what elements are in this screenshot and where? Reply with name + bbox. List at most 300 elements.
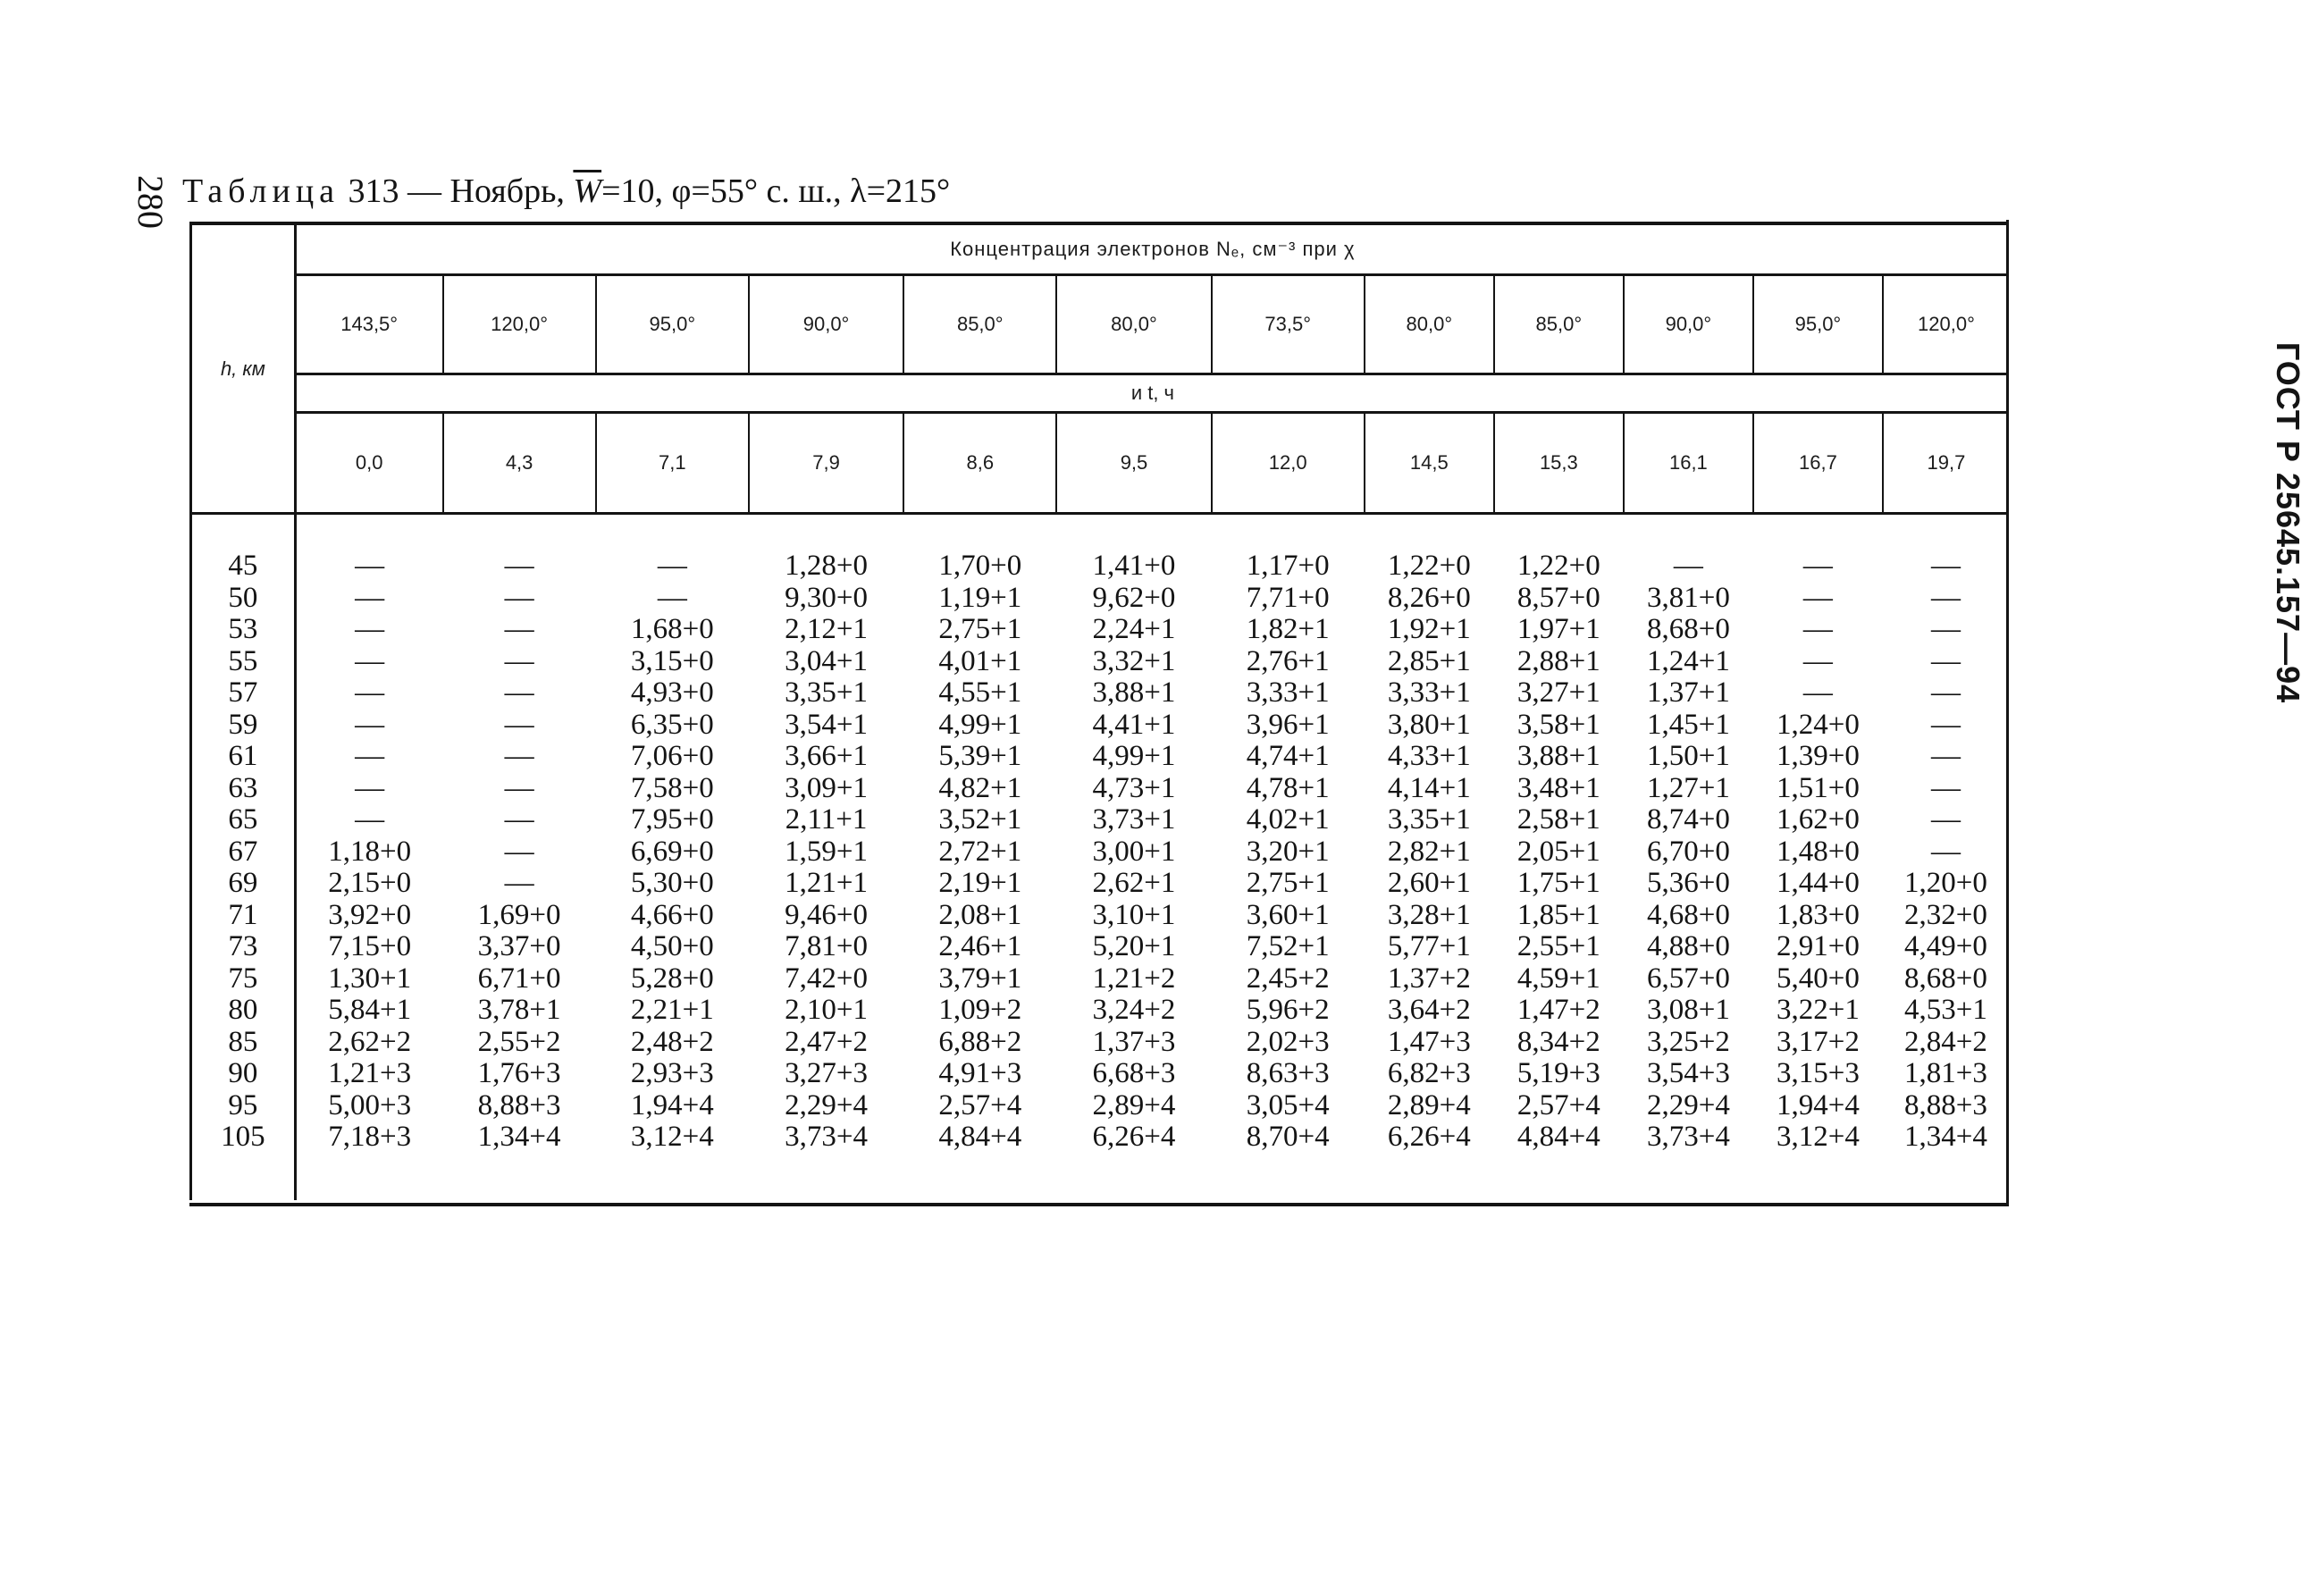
concentration-value: 3,81+0 <box>1646 581 1730 614</box>
page-number: 280 <box>130 175 171 229</box>
concentration-value: — <box>504 613 534 645</box>
concentration-value: 4,33+1 <box>1387 740 1471 772</box>
concentration-value: — <box>1930 613 1961 645</box>
concentration-value: 2,15+0 <box>328 867 412 899</box>
height-value: 80 <box>191 995 296 1027</box>
table-row <box>191 741 2010 773</box>
table-row <box>191 836 2010 869</box>
table-right-rule <box>2006 220 2009 1205</box>
concentration-value: 1,94+4 <box>1776 1088 1860 1121</box>
concentration-value: 1,27+1 <box>1646 771 1730 804</box>
concentration-value: 3,64+2 <box>1387 994 1471 1026</box>
concentration-value: 2,45+2 <box>1246 962 1330 995</box>
concentration-value: 1,21+3 <box>328 1057 412 1089</box>
concentration-value: 6,82+3 <box>1387 1057 1471 1089</box>
table-row <box>191 1058 2010 1090</box>
concentration-value: 8,34+2 <box>1516 1025 1600 1058</box>
angle-header-cell: 80,0° <box>1056 275 1211 374</box>
concentration-value: 3,48+1 <box>1516 771 1600 804</box>
concentration-value: 6,88+2 <box>938 1025 1022 1058</box>
concentration-value: 4,91+3 <box>938 1057 1022 1089</box>
concentration-value: 3,88+1 <box>1516 740 1600 772</box>
concentration-value: 6,68+3 <box>1092 1057 1176 1089</box>
time-header-cell: 19,7 <box>1883 413 2009 514</box>
concentration-value: 3,33+1 <box>1387 676 1471 709</box>
concentration-value: 2,60+1 <box>1387 867 1471 899</box>
concentration-value: — <box>1802 676 1833 709</box>
concentration-value: 8,88+3 <box>1904 1088 1987 1121</box>
concentration-value: 3,09+1 <box>785 771 868 804</box>
concentration-value: 3,66+1 <box>785 740 868 772</box>
table-row <box>191 710 2010 742</box>
concentration-value: — <box>1930 644 1961 677</box>
concentration-value: 7,52+1 <box>1246 930 1330 962</box>
concentration-value: 3,17+2 <box>1776 1025 1860 1058</box>
concentration-value: 1,97+1 <box>1516 613 1600 645</box>
table-row <box>191 963 2010 995</box>
height-value: 69 <box>191 868 296 900</box>
header-row-times <box>191 413 2010 514</box>
concentration-value: 3,33+1 <box>1246 676 1330 709</box>
time-header-cell: 7,9 <box>749 413 903 514</box>
concentration-value: 2,58+1 <box>1516 803 1600 836</box>
time-header: и t, ч <box>295 374 2009 413</box>
concentration-value: 4,93+0 <box>630 676 714 709</box>
concentration-value: 2,84+2 <box>1904 1025 1987 1058</box>
concentration-value: 1,45+1 <box>1646 708 1730 741</box>
concentration-value: 6,69+0 <box>630 835 714 868</box>
concentration-value: — <box>504 771 534 804</box>
concentration-value: 4,41+1 <box>1092 708 1176 741</box>
height-value: 65 <box>191 804 296 836</box>
table-row <box>191 583 2010 615</box>
concentration-value: 1,34+4 <box>477 1121 561 1153</box>
concentration-value: 1,22+0 <box>1516 550 1600 582</box>
table-body <box>191 514 2010 1200</box>
concentration-value: — <box>504 550 534 582</box>
concentration-value: 3,73+1 <box>1092 803 1176 836</box>
height-value: 71 <box>191 900 296 932</box>
concentration-value: 6,26+4 <box>1387 1121 1471 1153</box>
concentration-value: 7,71+0 <box>1246 581 1330 614</box>
concentration-value: 2,21+1 <box>630 994 714 1026</box>
concentration-value: 2,93+3 <box>630 1057 714 1089</box>
concentration-value: 3,35+1 <box>785 676 868 709</box>
concentration-value: 3,15+0 <box>630 644 714 677</box>
concentration-value: 1,21+1 <box>785 867 868 899</box>
concentration-value: 1,41+0 <box>1092 550 1176 582</box>
angle-header-cell: 85,0° <box>903 275 1056 374</box>
concentration-value: — <box>657 550 687 582</box>
concentration-value: 7,81+0 <box>785 930 868 962</box>
concentration-value: 3,60+1 <box>1246 898 1330 931</box>
concentration-value: — <box>1930 676 1961 709</box>
concentration-value: 9,62+0 <box>1092 581 1176 614</box>
concentration-value: 1,30+1 <box>328 962 412 995</box>
concentration-value: 3,20+1 <box>1246 835 1330 868</box>
concentration-value: 3,28+1 <box>1387 898 1471 931</box>
table-row <box>191 931 2010 963</box>
concentration-value: 1,37+2 <box>1387 962 1471 995</box>
concentration-value: 3,88+1 <box>1092 676 1176 709</box>
concentration-value: — <box>504 676 534 709</box>
concentration-value: — <box>1930 708 1961 741</box>
concentration-value: 1,22+0 <box>1387 550 1471 582</box>
concentration-value: 4,68+0 <box>1646 898 1730 931</box>
concentration-value: 3,25+2 <box>1646 1025 1730 1058</box>
concentration-value: 3,58+1 <box>1516 708 1600 741</box>
concentration-value: — <box>355 676 385 709</box>
concentration-value: 2,10+1 <box>785 994 868 1026</box>
concentration-value: 1,20+0 <box>1904 867 1987 899</box>
concentration-value: 2,29+4 <box>1646 1088 1730 1121</box>
time-header-cell: 8,6 <box>903 413 1056 514</box>
concentration-value: 5,00+3 <box>328 1088 412 1121</box>
concentration-value: 4,84+4 <box>938 1121 1022 1153</box>
concentration-value: — <box>504 581 534 614</box>
concentration-value: 3,54+1 <box>785 708 868 741</box>
angle-header-cell: 95,0° <box>596 275 749 374</box>
header-row-angles <box>191 275 2010 374</box>
concentration-value: — <box>1930 771 1961 804</box>
concentration-value: 2,48+2 <box>630 1025 714 1058</box>
concentration-value: 5,28+0 <box>630 962 714 995</box>
concentration-value: — <box>504 835 534 868</box>
concentration-value: 4,59+1 <box>1516 962 1600 995</box>
concentration-value: 3,54+3 <box>1646 1057 1730 1089</box>
concentration-value: 3,79+1 <box>938 962 1022 995</box>
table-row <box>191 1090 2010 1122</box>
concentration-value: 2,85+1 <box>1387 644 1471 677</box>
concentration-value: 8,88+3 <box>477 1088 561 1121</box>
concentration-value: 2,02+3 <box>1246 1025 1330 1058</box>
concentration-value: 1,09+2 <box>938 994 1022 1026</box>
concentration-value: 3,32+1 <box>1092 644 1176 677</box>
concentration-value: 1,68+0 <box>630 613 714 645</box>
height-value: 53 <box>191 614 296 646</box>
height-value: 85 <box>191 1027 296 1059</box>
concentration-value: 2,46+1 <box>938 930 1022 962</box>
concentration-value: 1,69+0 <box>477 898 561 931</box>
concentration-value: 4,84+4 <box>1516 1121 1600 1153</box>
angle-header-cell: 90,0° <box>749 275 903 374</box>
concentration-value: 2,08+1 <box>938 898 1022 931</box>
concentration-value: 2,24+1 <box>1092 613 1176 645</box>
concentration-value: 2,89+4 <box>1092 1088 1176 1121</box>
height-column-header: h, км <box>191 223 296 514</box>
concentration-value: 3,08+1 <box>1646 994 1730 1026</box>
time-header-cell: 0,0 <box>295 413 442 514</box>
concentration-value: 2,55+1 <box>1516 930 1600 962</box>
caption-params: =10, φ=55° с. ш., λ=215° <box>601 172 951 210</box>
concentration-value: 3,12+4 <box>630 1121 714 1153</box>
concentration-value: 4,55+1 <box>938 676 1022 709</box>
electron-concentration-table-container <box>189 222 2009 1200</box>
time-header-cell: 9,5 <box>1056 413 1211 514</box>
angle-header-cell: 90,0° <box>1624 275 1753 374</box>
table-row <box>191 868 2010 900</box>
concentration-value: — <box>355 550 385 582</box>
concentration-value: 9,46+0 <box>785 898 868 931</box>
concentration-value: — <box>504 644 534 677</box>
concentration-value: 5,96+2 <box>1246 994 1330 1026</box>
concentration-value: — <box>355 613 385 645</box>
concentration-value: 2,47+2 <box>785 1025 868 1058</box>
concentration-value: 3,92+0 <box>328 898 412 931</box>
concentration-value: 5,84+1 <box>328 994 412 1026</box>
concentration-value: 1,44+0 <box>1776 867 1860 899</box>
concentration-value: — <box>1930 835 1961 868</box>
time-header-cell: 7,1 <box>596 413 749 514</box>
concentration-value: 1,94+4 <box>630 1088 714 1121</box>
concentration-value: 6,35+0 <box>630 708 714 741</box>
concentration-value: 3,27+1 <box>1516 676 1600 709</box>
concentration-value: 4,78+1 <box>1246 771 1330 804</box>
concentration-value: 3,12+4 <box>1776 1121 1860 1153</box>
height-value: 55 <box>191 646 296 678</box>
concentration-value: — <box>1802 613 1833 645</box>
concentration-value: 2,55+2 <box>477 1025 561 1058</box>
concentration-value: 3,15+3 <box>1776 1057 1860 1089</box>
concentration-value: 2,12+1 <box>785 613 868 645</box>
height-value: 57 <box>191 677 296 710</box>
concentration-value: 4,88+0 <box>1646 930 1730 962</box>
concentration-value: — <box>355 708 385 741</box>
concentration-value: 2,75+1 <box>1246 867 1330 899</box>
concentration-value: 1,92+1 <box>1387 613 1471 645</box>
gost-standard-code: ГОСТ Р 25645.157—94 <box>2270 341 2306 704</box>
concentration-value: 2,57+4 <box>938 1088 1022 1121</box>
concentration-value: — <box>355 644 385 677</box>
concentration-value: 8,74+0 <box>1646 803 1730 836</box>
concentration-value: 3,73+4 <box>1646 1121 1730 1153</box>
concentration-value: 8,26+0 <box>1387 581 1471 614</box>
table-caption <box>182 170 950 213</box>
height-value: 90 <box>191 1058 296 1090</box>
table-bottom-spacer <box>191 1154 2010 1200</box>
concentration-value: 3,22+1 <box>1776 994 1860 1026</box>
concentration-value: 6,57+0 <box>1646 962 1730 995</box>
concentration-value: 3,78+1 <box>477 994 561 1026</box>
concentration-value: 5,40+0 <box>1776 962 1860 995</box>
concentration-value: 4,14+1 <box>1387 771 1471 804</box>
concentration-value: 3,05+4 <box>1246 1088 1330 1121</box>
concentration-value: 1,34+4 <box>1904 1121 1987 1153</box>
table-row <box>191 900 2010 932</box>
concentration-value: 2,57+4 <box>1516 1088 1600 1121</box>
concentration-value: 8,68+0 <box>1904 962 1987 995</box>
concentration-value: 3,27+3 <box>785 1057 868 1089</box>
concentration-value: 1,83+0 <box>1776 898 1860 931</box>
concentration-value: — <box>1930 581 1961 614</box>
concentration-value: — <box>1802 644 1833 677</box>
concentration-value: 4,53+1 <box>1904 994 1987 1026</box>
concentration-value: 1,85+1 <box>1516 898 1600 931</box>
concentration-value: 5,19+3 <box>1516 1057 1600 1089</box>
time-header-cell: 12,0 <box>1212 413 1365 514</box>
concentration-header: Концентрация электронов Nₑ, см⁻³ при χ <box>295 223 2009 275</box>
table-bottom-rule <box>189 1203 2009 1206</box>
concentration-value: 8,57+0 <box>1516 581 1600 614</box>
concentration-value: 1,62+0 <box>1776 803 1860 836</box>
concentration-value: 2,32+0 <box>1904 898 1987 931</box>
concentration-value: 6,71+0 <box>477 962 561 995</box>
time-header-cell: 16,1 <box>1624 413 1753 514</box>
time-header-cell: 16,7 <box>1753 413 1883 514</box>
concentration-value: 5,20+1 <box>1092 930 1176 962</box>
angle-header-cell: 85,0° <box>1494 275 1624 374</box>
electron-concentration-table <box>189 222 2009 1200</box>
height-value: 105 <box>191 1121 296 1154</box>
table-top-spacer <box>191 514 2010 551</box>
concentration-value: 1,39+0 <box>1776 740 1860 772</box>
concentration-value: 5,77+1 <box>1387 930 1471 962</box>
concentration-value: 5,36+0 <box>1646 867 1730 899</box>
concentration-value: 3,10+1 <box>1092 898 1176 931</box>
concentration-value: 7,58+0 <box>630 771 714 804</box>
concentration-value: — <box>1673 550 1703 582</box>
concentration-value: 1,21+2 <box>1092 962 1176 995</box>
concentration-value: 2,72+1 <box>938 835 1022 868</box>
concentration-value: 5,30+0 <box>630 867 714 899</box>
angle-header-cell: 80,0° <box>1365 275 1494 374</box>
concentration-value: 4,73+1 <box>1092 771 1176 804</box>
height-value: 59 <box>191 710 296 742</box>
concentration-value: 1,75+1 <box>1516 867 1600 899</box>
concentration-value: — <box>1802 581 1833 614</box>
concentration-value: 2,62+2 <box>328 1025 412 1058</box>
concentration-value: 3,52+1 <box>938 803 1022 836</box>
height-value: 50 <box>191 583 296 615</box>
concentration-value: 2,05+1 <box>1516 835 1600 868</box>
concentration-value: 3,73+4 <box>785 1121 868 1153</box>
concentration-value: 1,37+1 <box>1646 676 1730 709</box>
concentration-value: 1,81+3 <box>1904 1057 1987 1089</box>
concentration-value: 3,96+1 <box>1246 708 1330 741</box>
concentration-value: 2,62+1 <box>1092 867 1176 899</box>
height-value: 95 <box>191 1090 296 1122</box>
concentration-value: — <box>1802 550 1833 582</box>
height-value: 63 <box>191 773 296 805</box>
concentration-value: 8,68+0 <box>1646 613 1730 645</box>
concentration-value: 1,76+3 <box>477 1057 561 1089</box>
concentration-value: — <box>504 867 534 899</box>
concentration-value: 1,24+1 <box>1646 644 1730 677</box>
time-header-cell: 15,3 <box>1494 413 1624 514</box>
concentration-value: — <box>1930 803 1961 836</box>
concentration-value: 4,50+0 <box>630 930 714 962</box>
concentration-value: — <box>504 740 534 772</box>
concentration-value: 3,24+2 <box>1092 994 1176 1026</box>
concentration-value: 2,89+4 <box>1387 1088 1471 1121</box>
concentration-value: — <box>504 708 534 741</box>
concentration-value: 4,66+0 <box>630 898 714 931</box>
table-row <box>191 995 2010 1027</box>
concentration-value: 4,82+1 <box>938 771 1022 804</box>
caption-label: Таблица <box>182 172 340 210</box>
concentration-value: 9,30+0 <box>785 581 868 614</box>
concentration-value: 7,18+3 <box>328 1121 412 1153</box>
concentration-value: — <box>657 581 687 614</box>
height-value: 45 <box>191 550 296 583</box>
concentration-value: 4,01+1 <box>938 644 1022 677</box>
concentration-value: 2,76+1 <box>1246 644 1330 677</box>
concentration-value: 1,37+3 <box>1092 1025 1176 1058</box>
concentration-value: 6,70+0 <box>1646 835 1730 868</box>
concentration-value: — <box>355 740 385 772</box>
concentration-value: 1,47+3 <box>1387 1025 1471 1058</box>
concentration-value: — <box>1930 740 1961 772</box>
concentration-value: 3,35+1 <box>1387 803 1471 836</box>
concentration-value: 7,15+0 <box>328 930 412 962</box>
concentration-value: 4,02+1 <box>1246 803 1330 836</box>
concentration-value: 2,19+1 <box>938 867 1022 899</box>
table-row <box>191 550 2010 583</box>
concentration-value: 1,17+0 <box>1246 550 1330 582</box>
concentration-value: 1,59+1 <box>785 835 868 868</box>
concentration-value: 1,48+0 <box>1776 835 1860 868</box>
concentration-value: 1,47+2 <box>1516 994 1600 1026</box>
concentration-value: 1,28+0 <box>785 550 868 582</box>
time-header-cell: 14,5 <box>1365 413 1494 514</box>
header-row-time-label <box>191 374 2010 413</box>
table-row <box>191 677 2010 710</box>
height-value: 61 <box>191 741 296 773</box>
table-row <box>191 1027 2010 1059</box>
angle-header-cell: 95,0° <box>1753 275 1883 374</box>
concentration-value: 8,70+4 <box>1246 1121 1330 1153</box>
concentration-value: 1,51+0 <box>1776 771 1860 804</box>
concentration-value: 3,04+1 <box>785 644 868 677</box>
concentration-value: 2,91+0 <box>1776 930 1860 962</box>
concentration-value: 1,70+0 <box>938 550 1022 582</box>
angle-header-cell: 120,0° <box>443 275 596 374</box>
concentration-value: 1,82+1 <box>1246 613 1330 645</box>
height-value: 75 <box>191 963 296 995</box>
concentration-value: 5,39+1 <box>938 740 1022 772</box>
concentration-value: 7,06+0 <box>630 740 714 772</box>
concentration-value: 3,00+1 <box>1092 835 1176 868</box>
angle-header-cell: 73,5° <box>1212 275 1365 374</box>
concentration-value: 4,99+1 <box>1092 740 1176 772</box>
concentration-value: — <box>355 771 385 804</box>
height-value: 73 <box>191 931 296 963</box>
concentration-value: 1,19+1 <box>938 581 1022 614</box>
angle-header-cell: 120,0° <box>1883 275 2009 374</box>
time-header-cell: 4,3 <box>443 413 596 514</box>
header-row-concentration <box>191 223 2010 275</box>
concentration-value: 4,49+0 <box>1904 930 1987 962</box>
table-row <box>191 1121 2010 1154</box>
caption-w-symbol: $\overline{W}$ <box>573 172 602 210</box>
caption-rest: 313 — Ноябрь, <box>340 172 574 210</box>
concentration-value: 2,88+1 <box>1516 644 1600 677</box>
concentration-value: 2,11+1 <box>785 803 868 836</box>
concentration-value: — <box>355 803 385 836</box>
concentration-value: — <box>1930 550 1961 582</box>
table-row <box>191 773 2010 805</box>
table-row <box>191 646 2010 678</box>
concentration-value: 1,50+1 <box>1646 740 1730 772</box>
concentration-value: 3,37+0 <box>477 930 561 962</box>
concentration-value: — <box>355 581 385 614</box>
concentration-value: 7,42+0 <box>785 962 868 995</box>
angle-header-cell: 143,5° <box>295 275 442 374</box>
concentration-value: 6,26+4 <box>1092 1121 1176 1153</box>
height-value: 67 <box>191 836 296 869</box>
table-row <box>191 804 2010 836</box>
concentration-value: 4,74+1 <box>1246 740 1330 772</box>
